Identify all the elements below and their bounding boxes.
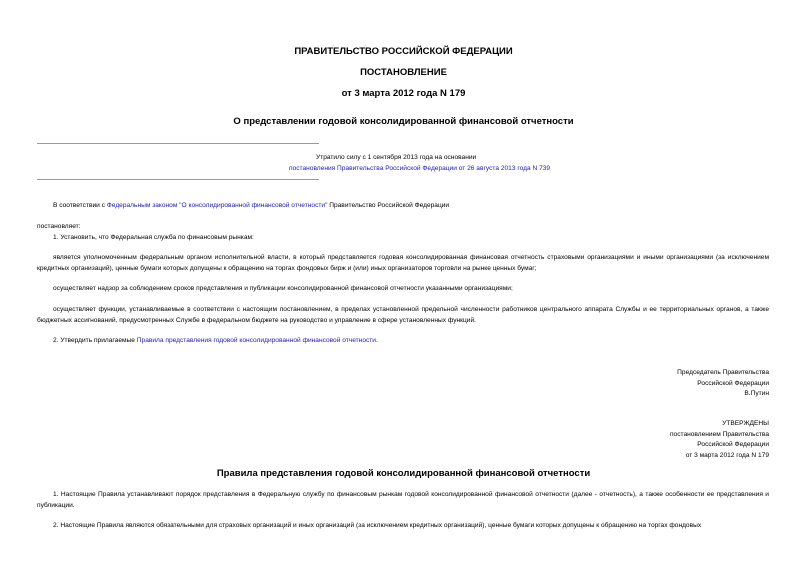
item-1: 1. Установить, что Федеральная служба по финансовым рынкам: — [53, 234, 254, 241]
preamble — [53, 201, 449, 212]
approval-country: Российской Федерации — [697, 441, 769, 448]
approval-label: УТВЕРЖДЕНЫ — [722, 420, 769, 427]
paragraph-functions: осуществляет функции, устанавливаемые в соответствии с настоящим постановлением, в пределах установленной предельной численности работников центрального аппарата Службы и ее территориальных органов, а также бюджетных ассигнований, предусмотренных Службе в федеральном бюджете на руководство и управление в сфере установленных функций. — [37, 306, 769, 324]
repeal-notice-link[interactable]: постановления Правительства Российской Федерации от 26 августа 2013 года N 739 — [289, 165, 551, 172]
signature-country: Российской Федерации — [697, 379, 769, 387]
repeal-notice: Утратило силу с 1 сентября 2013 года на основании — [316, 154, 477, 161]
federal-law-link[interactable]: Федеральным законом "О консолидированной финансовой отчетности" — [106, 202, 328, 209]
rules-link[interactable]: Правила представления годовой консолидированной финансовой отчетности — [136, 337, 376, 344]
signature-name: В.Путин — [744, 390, 769, 397]
approval-block — [470, 419, 769, 461]
notice-top-rule — [37, 143, 319, 144]
decree-word: постановляет: — [37, 223, 81, 230]
signature-title: Председатель Правительства — [677, 369, 769, 376]
approval-authority: постановлением Правительства — [669, 430, 769, 438]
signature-block — [470, 368, 769, 400]
government-heading: ПРАВИТЕЛЬСТВО РОССИЙСКОЙ ФЕДЕРАЦИИ — [294, 46, 513, 57]
approval-date: от 3 марта 2012 года N 179 — [685, 451, 769, 459]
item-2 — [53, 336, 378, 347]
rule-2: 2. Настоящие Правила являются обязательными для страховых организаций и иных организаций (за исключением кредитных организаций), ценные бумаги которых допущены к обращению на торгах фондовых — [53, 522, 702, 529]
notice-bottom-rule — [37, 179, 319, 180]
paragraph-supervision: осуществляет надзор за соблюдением сроков представления и публикации консолидированной финансовой отчетности указанными организациями; — [53, 285, 513, 292]
item-2-suffix: . — [375, 337, 378, 344]
document-type: ПОСТАНОВЛЕНИЕ — [360, 67, 447, 78]
paragraph-authority: является уполномоченным федеральным органом исполнительной власти, в который представляется годовая консолидированная финансовая отчетность страховыми организациями и иными организациями (за исключением кредитных организаций), ценные бумаги которых допущены к обращению на торгах фондовых бирж и (или) иных организаторов торговли на рынке ценных бумаг; — [37, 254, 769, 272]
rules-title: Правила представления годовой консолидированной финансовой отчетности — [216, 468, 591, 479]
item-2-prefix: 2. Утвердить прилагаемые — [53, 337, 137, 344]
preamble-suffix: Правительство Российской Федерации — [327, 202, 450, 209]
rule-1: 1. Настоящие Правила устанавливают порядок представления в Федеральную службу по финансовым рынкам годовой консолидированной финансовой отчетности (далее - отчетность), а также особенности ее представления и публикации. — [37, 491, 769, 509]
preamble-prefix: В соответствии с — [53, 202, 107, 209]
document-title: О представлении годовой консолидированной финансовой отчетности — [233, 116, 574, 127]
document-date: от 3 марта 2012 года N 179 — [341, 88, 466, 99]
